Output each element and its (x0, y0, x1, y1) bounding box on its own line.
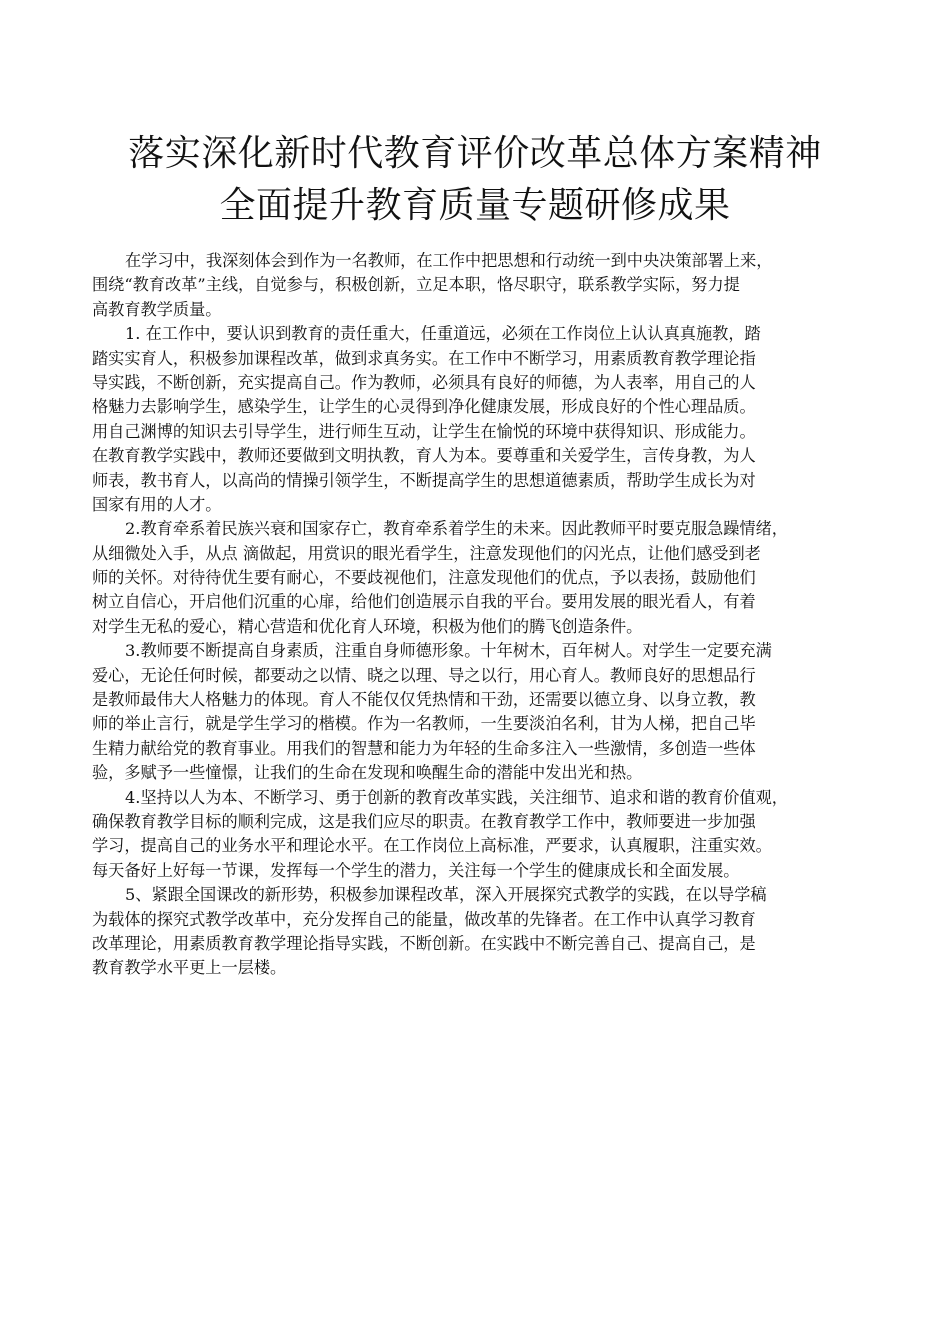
text-line: 4.坚持以人为本、不断学习、勇于创新的教育改革实践，关注细节、追求和谐的教育价值观， (125, 787, 788, 807)
text-line: 从细微处入手，从点 滴做起，用赏识的眼光看学生，注意发现他们的闪光点，让他们感受到老 (92, 543, 761, 563)
text-line: 每天备好上好每一节课，发挥每一个学生的潜力，关注每一个学生的健康成长和全面发展。 (92, 860, 740, 880)
text-line: 踏实实育人，积极参加课程改革，做到求真务实。在工作中不断学习，用素质教育教学理论指 (92, 348, 756, 368)
text-line: 围绕“教育改革”主线，自觉参与，积极创新，立足本职，恪尽职守，联系教学实际，努力提 (92, 275, 740, 295)
text-line: 3.教师要不断提高自身素质，注重自身师德形象。十年树木，百年树人。对学生一定要充满 (125, 641, 772, 661)
text-line: 1. 在工作中，要认识到教育的责任重大，任重道远，必须在工作岗位上认认真真施教，踏 (125, 324, 761, 344)
paragraph-point-2 (92, 517, 872, 639)
text-line: 在教育教学实践中，教师还要做到文明执教，育人为本。要尊重和关爱学生，言传身教，为人 (92, 446, 756, 466)
text-line: 对学生无私的爱心，精心营造和优化育人环境，积极为他们的腾飞创造条件。 (92, 616, 643, 636)
text-line: 树立自信心，开启他们沉重的心扉，给他们创造展示自我的平台。要用发展的眼光看人，有着 (92, 592, 756, 612)
text-line: 学习，提高自己的业务水平和理论水平。在工作岗位上高标准，严要求，认真履职，注重实效。 (92, 836, 772, 856)
text-line: 导实践，不断创新，充实提高自己。作为教师，必须具有良好的师德，为人表率，用自己的人 (92, 372, 756, 392)
text-line: 生精力献给党的教育事业。用我们的智慧和能力为年轻的生命多注入一些激情，多创造一些体 (92, 738, 756, 758)
text-line: 2.教育牵系着民族兴衰和国家存亡，教育牵系着学生的未来。因此教师平时要克服急躁情绪， (125, 519, 788, 539)
text-line: 格魅力去影响学生，感染学生，让学生的心灵得到净化健康发展，形成良好的个性心理品质。 (92, 397, 756, 417)
text-line: 确保教育教学目标的顺利完成，这是我们应尽的职责。在教育教学工作中，教师要进一步加强 (92, 811, 756, 831)
text-line: 是教师最伟大人格魅力的体现。育人不能仅仅凭热情和干劲，还需要以德立身、以身立教，教 (92, 690, 756, 710)
document-title (0, 128, 950, 232)
text-line: 教育教学水平更上一层楼。 (92, 958, 287, 978)
paragraph-point-5 (92, 883, 872, 981)
text-line: 师的关怀。对待待优生要有耐心，不要歧视他们，注意发现他们的优点，予以表扬，鼓励他们 (92, 568, 756, 588)
text-line: 国家有用的人才。 (92, 494, 222, 514)
text-line: 在学习中，我深刻体会到作为一名教师，在工作中把思想和行动统一到中央决策部署上来， (125, 251, 773, 270)
text-line: 为载体的探究式教学改革中，充分发挥自己的能量，做改革的先锋者。在工作中认真学习教育 (92, 909, 756, 929)
text-line: 验，多赋予一些憧憬，让我们的生命在发现和唤醒生命的潜能中发出光和热。 (92, 763, 643, 783)
paragraph-point-3 (92, 639, 872, 785)
paragraph-point-1 (92, 322, 872, 517)
text-line: 5、紧跟全国课改的新形势，积极参加课程改革，深入开展探究式教学的实践，在以导学稿 (125, 885, 767, 905)
text-line: 师表，教书育人，以高尚的情操引领学生，不断提高学生的思想道德素质，帮助学生成长为对 (92, 470, 756, 490)
document-body (92, 249, 872, 981)
text-line: 用自己渊博的知识去引导学生，进行师生互动，让学生在愉悦的环境中获得知识、形成能力。 (92, 421, 756, 441)
title-line-2: 全面提升教育质量专题研修成果 (219, 185, 731, 226)
text-line: 改革理论，用素质教育教学理论指导实践，不断创新。在实践中不断完善自己、提高自己，是 (92, 933, 756, 953)
text-line: 爱心，无论任何时候，都要动之以情、晓之以理、导之以行，用心育人。教师良好的思想品行 (92, 665, 756, 685)
title-line-1: 落实深化新时代教育评价改革总体方案精神 (128, 133, 822, 174)
paragraph-point-4 (92, 786, 872, 884)
text-line: 师的举止言行，就是学生学习的楷模。作为一名教师，一生要淡泊名利，甘为人梯，把自己毕 (92, 714, 756, 734)
paragraph-intro (92, 249, 872, 322)
text-line: 高教育教学质量。 (92, 299, 222, 319)
